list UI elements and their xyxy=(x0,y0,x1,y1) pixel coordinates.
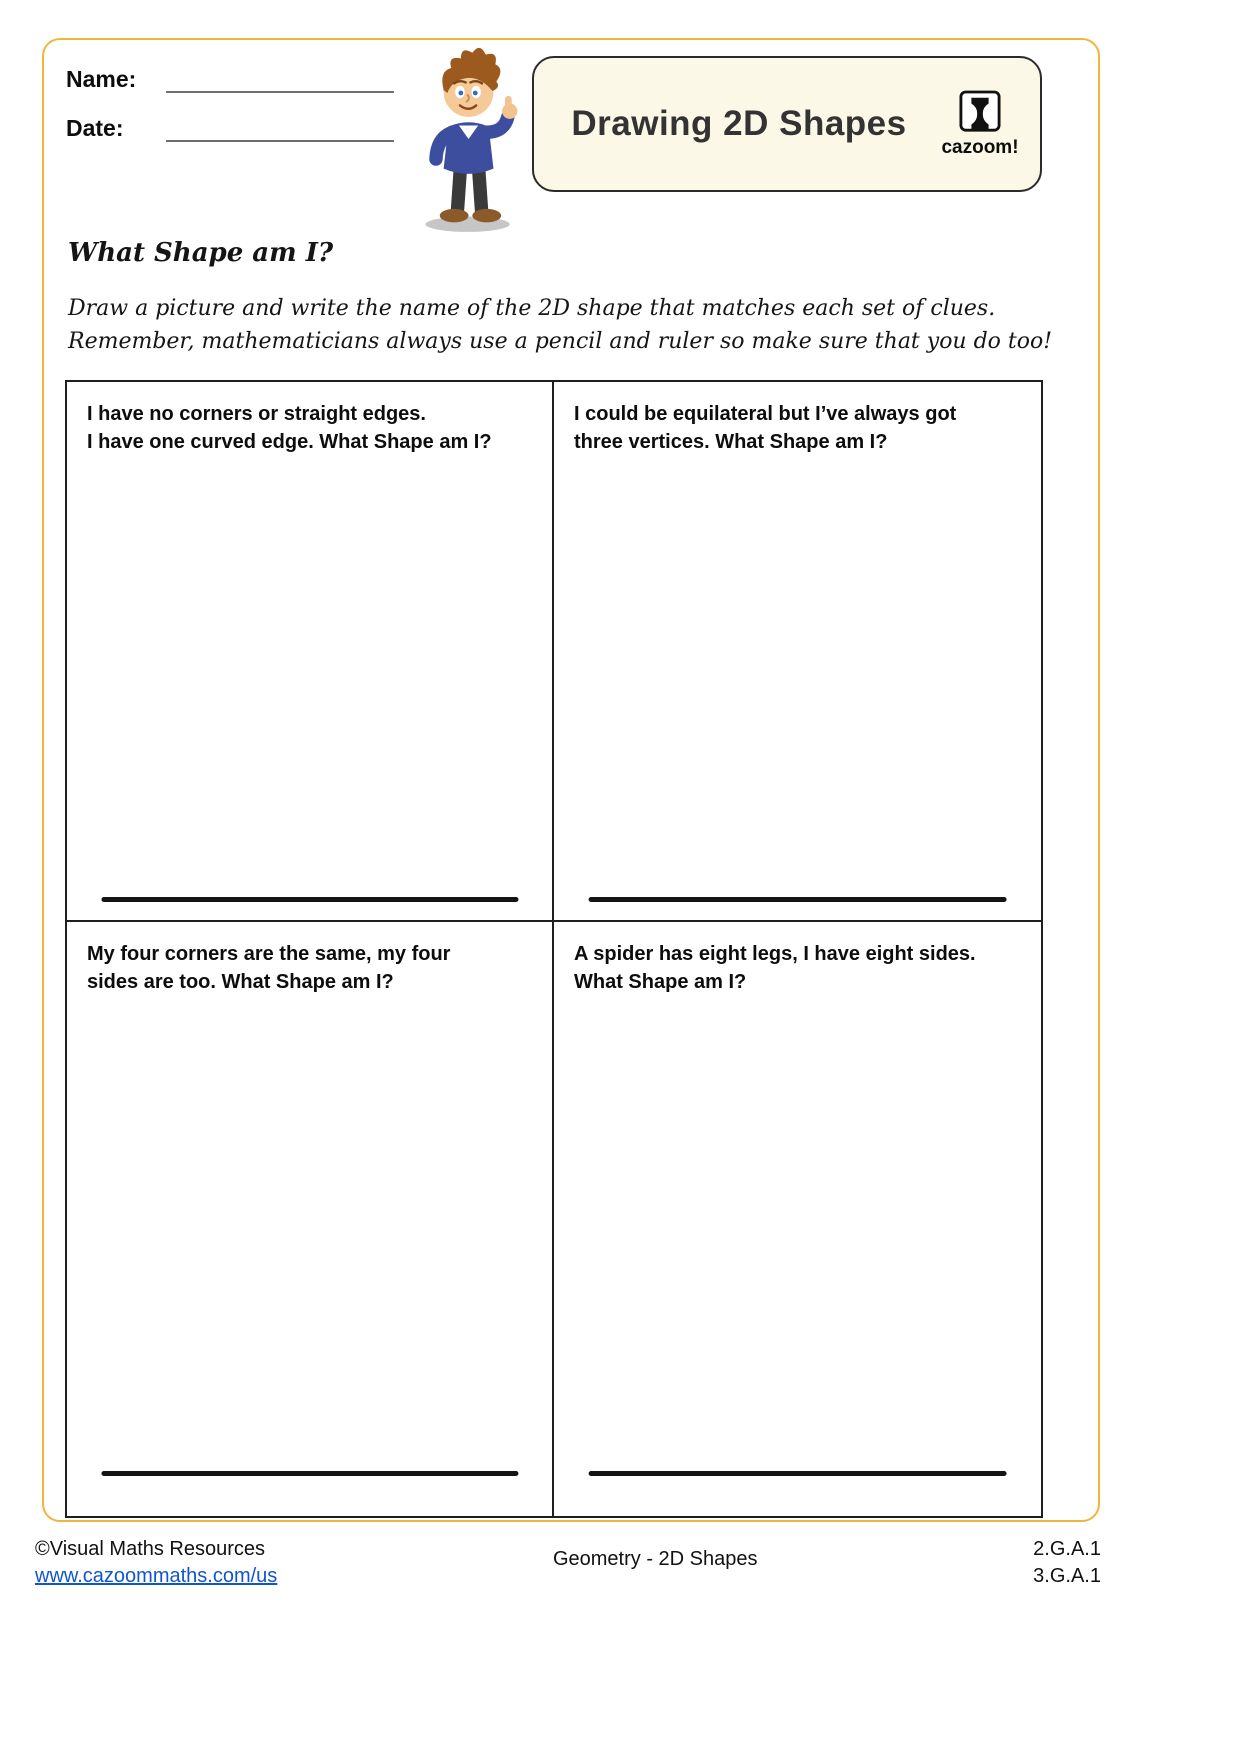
answer-line-3 xyxy=(101,1471,518,1476)
clue-cell-1 xyxy=(67,382,554,922)
standard-codes xyxy=(1033,1536,1101,1590)
clue-text-4 xyxy=(574,940,1021,996)
clue-4-line-1: A spider has eight legs, I have eight sides. xyxy=(574,943,976,965)
name-date-block xyxy=(66,66,394,164)
clue-1-line-1: I have no corners or straight edges. xyxy=(87,403,426,425)
clue-3-line-1: My four corners are the same, my four xyxy=(87,943,451,965)
answer-line-2 xyxy=(588,897,1007,902)
copyright-text: ©Visual Maths Resources xyxy=(35,1538,266,1560)
clue-text-3 xyxy=(87,940,532,996)
date-label: Date: xyxy=(66,115,124,141)
footer-left xyxy=(35,1536,277,1590)
section-heading: What Shape am I? xyxy=(68,238,334,268)
clue-cell-2 xyxy=(554,382,1041,922)
worksheet-title: Drawing 2D Shapes xyxy=(571,104,907,143)
clue-cell-4 xyxy=(554,922,1041,1516)
cazoom-logo-icon xyxy=(959,90,1001,136)
clue-2-line-2: three vertices. What Shape am I? xyxy=(574,431,888,453)
clue-cell-3 xyxy=(67,922,554,1516)
answer-line-4 xyxy=(588,1471,1007,1476)
date-line xyxy=(166,118,394,142)
standard-code-1: 2.G.A.1 xyxy=(1033,1538,1101,1560)
clue-text-1 xyxy=(87,400,532,456)
name-line xyxy=(166,69,394,93)
page-footer xyxy=(35,1536,1101,1590)
boy-illustration xyxy=(412,42,527,234)
cazoom-logo-text: cazoom! xyxy=(941,136,1019,158)
name-label: Name: xyxy=(66,66,137,92)
page-border xyxy=(42,38,1100,1522)
instructions-line-1: Draw a picture and write the name of the 2D shape that matches each set of clues. xyxy=(68,296,996,321)
clue-1-line-2: I have one curved edge. What Shape am I? xyxy=(87,431,492,453)
website-link[interactable]: www.cazoommaths.com/us xyxy=(35,1565,278,1587)
clue-4-line-2: What Shape am I? xyxy=(574,971,747,993)
standard-code-2: 3.G.A.1 xyxy=(1033,1565,1101,1587)
clue-grid xyxy=(65,380,1043,1518)
boy-illustration-svg xyxy=(412,42,527,234)
answer-line-1 xyxy=(101,897,518,902)
cazoom-logo xyxy=(934,90,1026,159)
clue-text-2 xyxy=(574,400,1021,456)
name-row xyxy=(66,66,394,93)
clue-3-line-2: sides are too. What Shape am I? xyxy=(87,971,394,993)
date-row xyxy=(66,115,394,142)
instructions-line-2: Remember, mathematicians always use a pencil and ruler so make sure that you do too! xyxy=(68,329,1053,354)
instructions xyxy=(68,292,1052,358)
footer-center-text: Geometry - 2D Shapes xyxy=(552,1548,758,1570)
clue-2-line-1: I could be equilateral but I’ve always got xyxy=(574,403,957,425)
title-box xyxy=(532,56,1042,192)
